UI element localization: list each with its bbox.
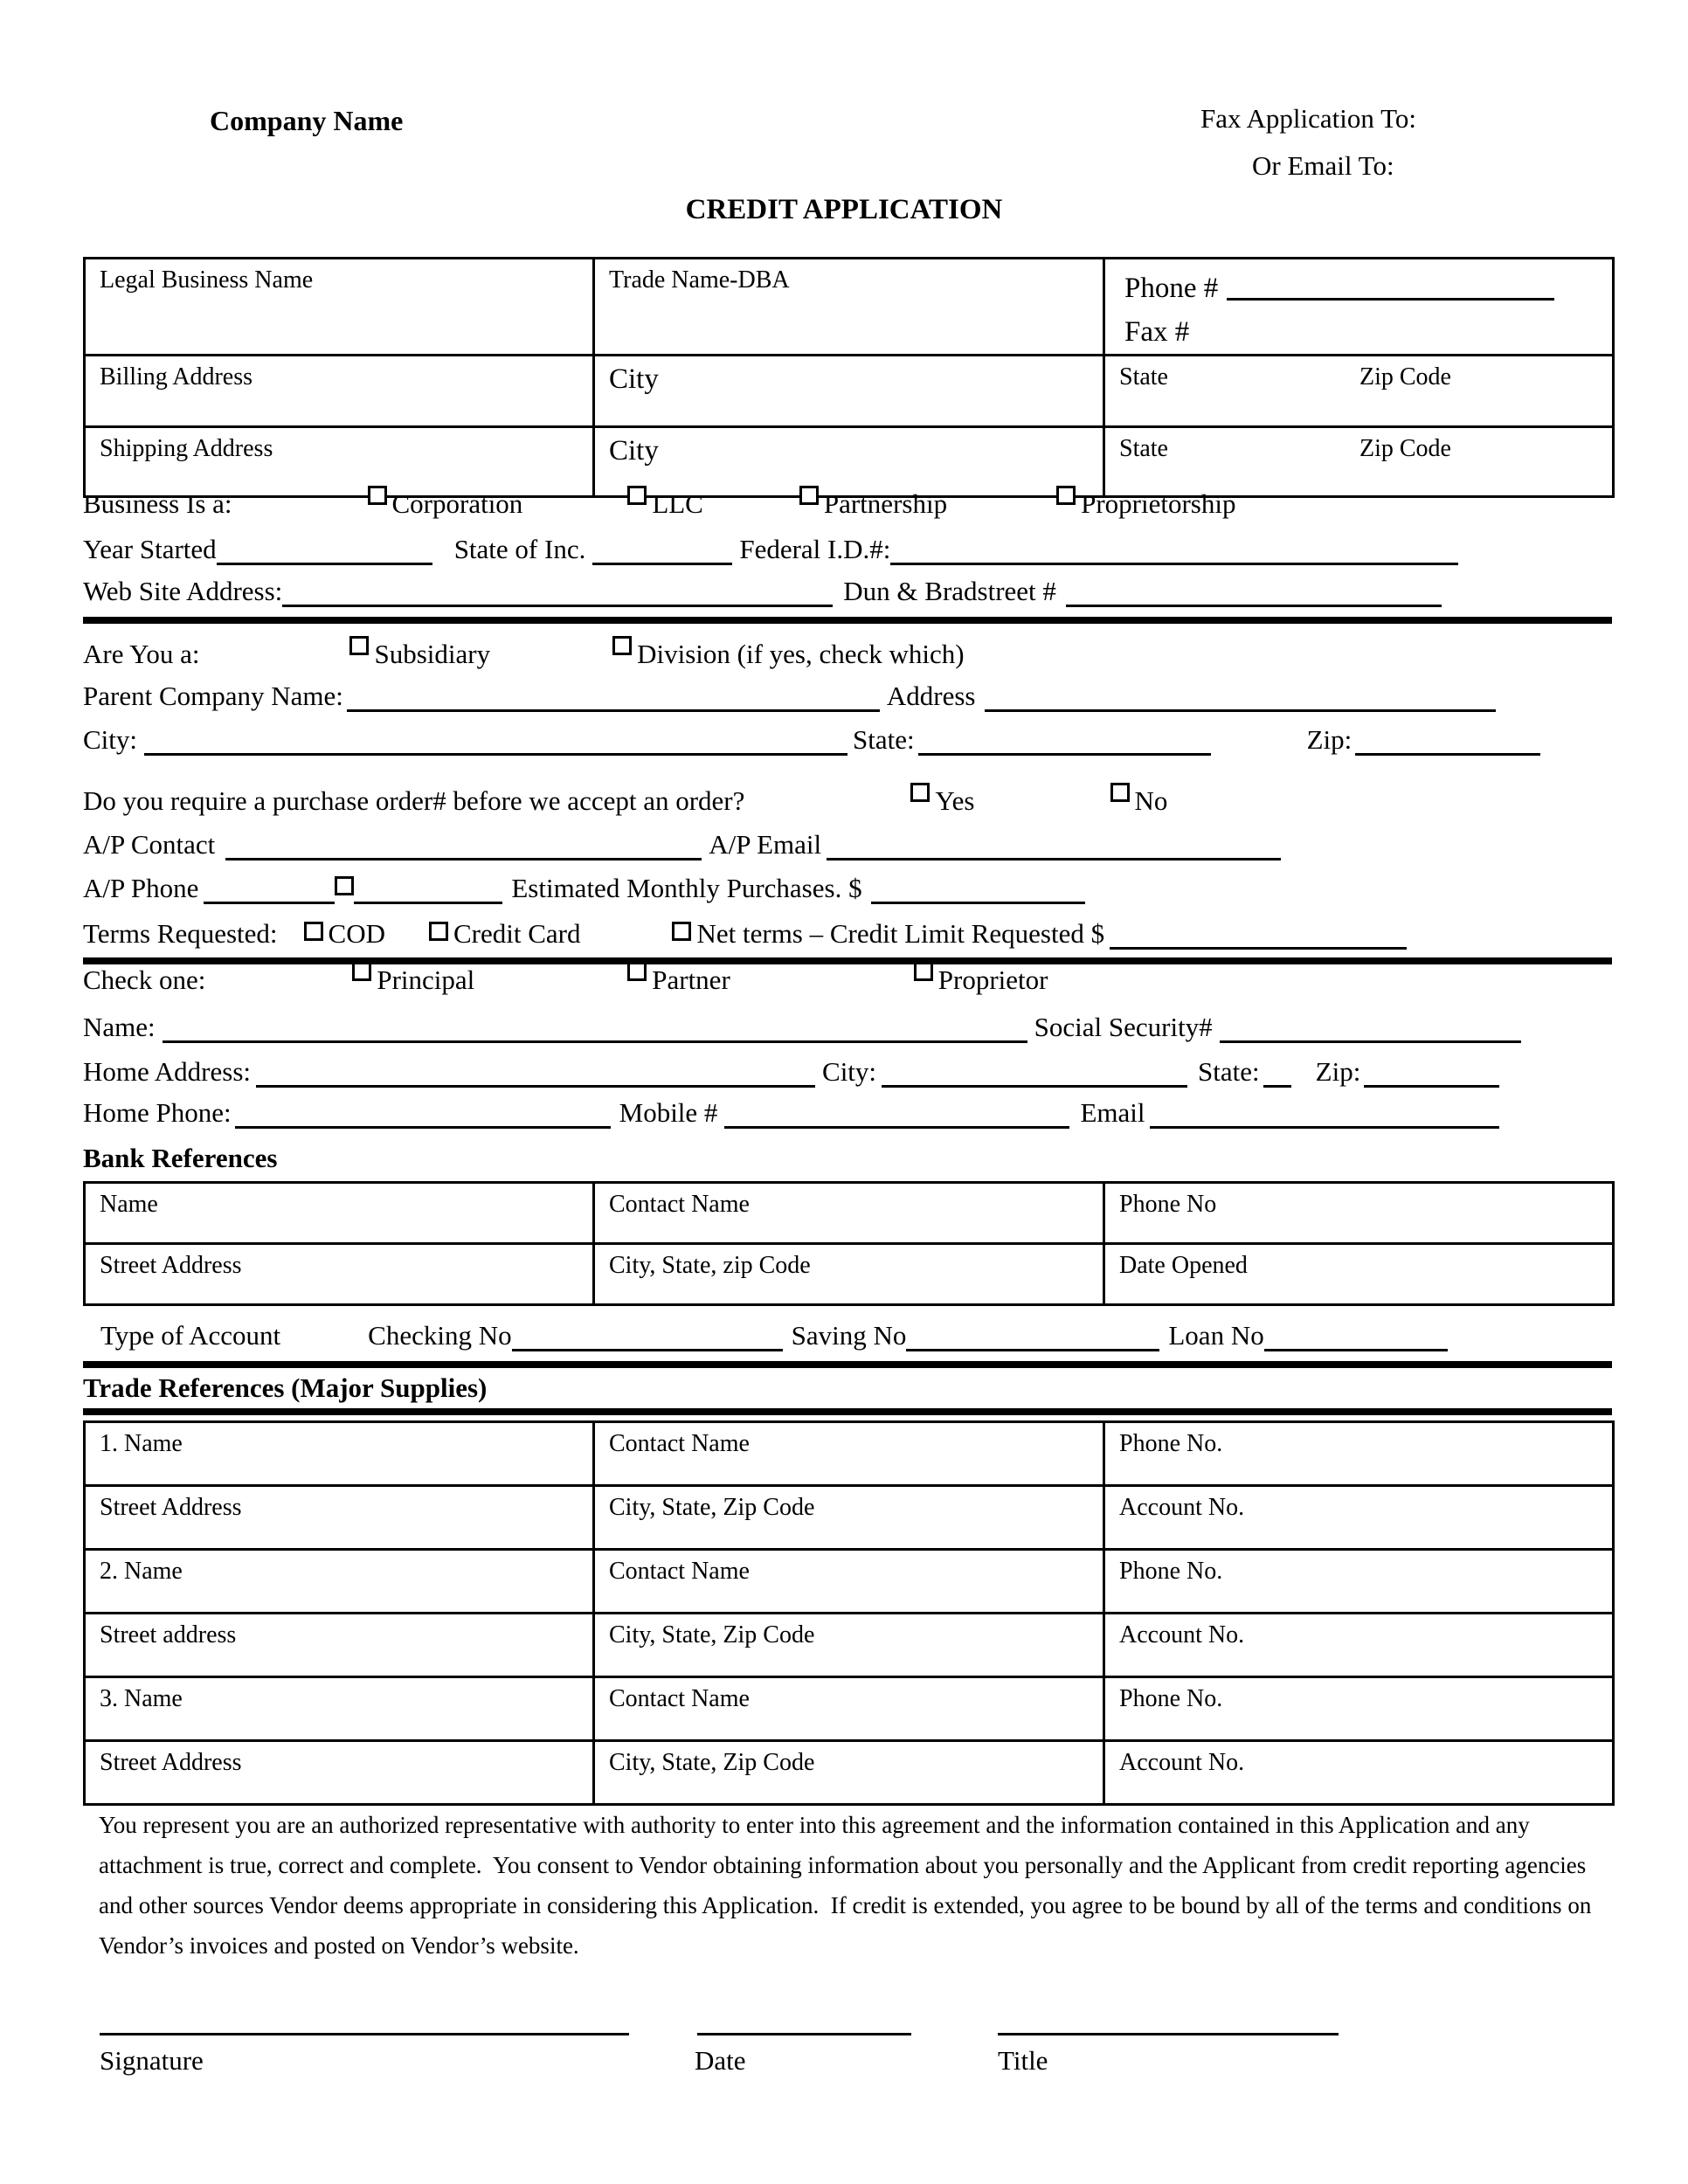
federal-id-field[interactable] (890, 563, 1458, 565)
state-field[interactable] (918, 753, 1211, 756)
llc-label: LLC (652, 488, 703, 519)
partner-label: Partner (652, 964, 730, 995)
checkbox-subsidiary[interactable] (349, 636, 369, 655)
name-field[interactable] (163, 1040, 1027, 1043)
billing-state-label: State (1119, 363, 1168, 390)
bank-name-cell[interactable] (85, 1183, 594, 1244)
home-address-line (83, 1056, 1612, 1088)
company-name: Company Name (210, 105, 404, 136)
shipping-address-label: Shipping Address (100, 435, 273, 462)
city-field[interactable] (144, 753, 847, 756)
bank-contact-label: Contact Name (609, 1191, 750, 1218)
trade1-contact-label: Contact Name (609, 1430, 750, 1457)
checkbox-llc[interactable] (627, 486, 647, 505)
trade2-contact-cell[interactable] (594, 1550, 1104, 1614)
terms-requested-label: Terms Requested: (83, 918, 278, 949)
ap-phone-field-1[interactable] (204, 902, 335, 904)
proprietor-label: Proprietor (937, 964, 1048, 995)
trade-references-heading: Trade References (Major Supplies) (83, 1372, 488, 1403)
ap-email-label: A/P Email (709, 829, 822, 860)
section-divider (83, 957, 1612, 964)
checkbox-division[interactable] (612, 636, 632, 655)
bank-date-opened-label: Date Opened (1119, 1252, 1248, 1279)
trade3-account-label: Account No. (1119, 1749, 1245, 1776)
home-state-label: State: (1198, 1056, 1260, 1087)
billing-address-cell[interactable] (85, 356, 594, 427)
trade1-account-label: Account No. (1119, 1494, 1245, 1521)
zip-field[interactable] (1355, 753, 1540, 756)
business-info-table (83, 257, 1615, 498)
bank-contact-cell[interactable] (594, 1183, 1104, 1244)
type-of-account-label: Type of Account (100, 1320, 281, 1351)
name-label: Name: (83, 1012, 156, 1042)
signature-field[interactable] (100, 2033, 629, 2035)
federal-id-label: Federal I.D.#: (739, 534, 891, 564)
net-terms-label: Net terms – Credit Limit Requested $ (696, 918, 1105, 949)
fax-application-to-label: Fax Application To: (1200, 103, 1416, 134)
yes-label: Yes (935, 785, 975, 816)
cod-label: COD (328, 918, 385, 949)
phone-fax-cell[interactable] (1104, 259, 1614, 356)
trade2-phone-label: Phone No. (1119, 1558, 1223, 1585)
trade1-street-cell[interactable] (85, 1486, 594, 1550)
principal-name-line (83, 1012, 1612, 1043)
ap-contact-line (83, 829, 1612, 860)
section-divider (83, 1361, 1612, 1368)
year-started-line (83, 534, 1612, 565)
checkbox-cod[interactable] (304, 922, 323, 941)
trade2-phone-cell[interactable] (1104, 1550, 1614, 1614)
check-one-line (83, 964, 1612, 996)
bank-references-table (83, 1181, 1615, 1306)
checkbox-corporation[interactable] (368, 486, 387, 505)
trade2-name-cell[interactable] (85, 1550, 594, 1614)
trade2-account-cell[interactable] (1104, 1614, 1614, 1677)
ap-phone-label: A/P Phone (83, 873, 199, 903)
ap-email-field[interactable] (827, 858, 1281, 860)
phone-label: Phone # (1124, 273, 1219, 304)
shipping-state-label: State (1119, 435, 1168, 462)
fax-label: Fax # (1124, 316, 1190, 348)
bank-phone-cell[interactable] (1104, 1183, 1614, 1244)
trade3-contact-cell[interactable] (594, 1677, 1104, 1741)
parent-address-label: Address (886, 681, 976, 711)
year-started-field[interactable] (217, 563, 432, 565)
trade2-city-cell[interactable] (594, 1614, 1104, 1677)
bank-street-cell[interactable] (85, 1244, 594, 1305)
ap-contact-field[interactable] (225, 858, 702, 860)
ap-phone-line (83, 873, 1612, 904)
principal-label: Principal (377, 964, 475, 995)
home-zip-field[interactable] (1364, 1085, 1499, 1088)
trade1-name-label: 1. Name (100, 1430, 183, 1457)
credit-limit-field[interactable] (1110, 947, 1407, 950)
signature-label: Signature (100, 2045, 204, 2076)
ap-contact-label: A/P Contact (83, 829, 216, 860)
state-of-inc-field[interactable] (592, 563, 732, 565)
phone-field[interactable] (1227, 298, 1554, 301)
home-phone-field[interactable] (235, 1126, 611, 1129)
bank-references-heading: Bank References (83, 1143, 278, 1173)
checkbox-ap-phone[interactable] (335, 876, 354, 895)
are-you-a-label: Are You a: (83, 639, 200, 669)
bank-street-label: Street Address (100, 1252, 242, 1279)
home-address-field[interactable] (256, 1085, 815, 1088)
shipping-city-cell[interactable] (594, 427, 1104, 497)
bank-city-label: City, State, zip Code (609, 1252, 811, 1279)
credit-card-label: Credit Card (453, 918, 581, 949)
checking-no-field[interactable] (512, 1349, 783, 1351)
trade2-street-cell[interactable] (85, 1614, 594, 1677)
trade-name-label: Trade Name-DBA (609, 266, 790, 294)
loan-no-field[interactable] (1264, 1349, 1448, 1351)
billing-city-cell[interactable] (594, 356, 1104, 427)
trade2-city-label: City, State, Zip Code (609, 1621, 815, 1648)
subsidiary-label: Subsidiary (374, 639, 491, 669)
trade3-phone-cell[interactable] (1104, 1677, 1614, 1741)
website-label: Web Site Address: (83, 576, 283, 606)
home-city-field[interactable] (882, 1085, 1187, 1088)
partnership-label: Partnership (823, 488, 948, 519)
home-phone-label: Home Phone: (83, 1097, 232, 1128)
parent-address-field[interactable] (985, 709, 1496, 712)
estimated-purchases-label: Estimated Monthly Purchases. $ (511, 873, 862, 903)
billing-state-zip-cell[interactable] (1104, 356, 1614, 427)
legal-business-name-cell[interactable] (85, 259, 594, 356)
mobile-field[interactable] (724, 1126, 1069, 1129)
trade1-name-cell[interactable] (85, 1422, 594, 1486)
home-city-label: City: (822, 1056, 877, 1087)
trade3-city-label: City, State, Zip Code (609, 1749, 815, 1776)
proprietorship-label: Proprietorship (1081, 488, 1236, 519)
parent-city-line (83, 724, 1612, 756)
trade3-contact-label: Contact Name (609, 1685, 750, 1712)
estimated-purchases-field[interactable] (871, 902, 1085, 904)
title-label: Title (998, 2045, 1048, 2076)
date-label: Date (695, 2045, 746, 2076)
trade3-name-label: 3. Name (100, 1685, 183, 1712)
bank-city-cell[interactable] (594, 1244, 1104, 1305)
date-field[interactable] (697, 2033, 911, 2035)
parent-company-field[interactable] (347, 709, 880, 712)
trade1-street-label: Street Address (100, 1494, 242, 1521)
checkbox-partner[interactable] (627, 962, 647, 981)
trade2-contact-label: Contact Name (609, 1558, 750, 1585)
ap-phone-field-2[interactable] (354, 902, 502, 904)
home-phone-line (83, 1097, 1612, 1129)
zip-label: Zip: (1306, 724, 1352, 755)
checking-no-label: Checking No (368, 1320, 512, 1351)
terms-requested-line (83, 918, 1612, 950)
email-field[interactable] (1150, 1126, 1499, 1129)
trade1-city-cell[interactable] (594, 1486, 1104, 1550)
shipping-state-zip-cell[interactable] (1104, 427, 1614, 497)
business-type-line (83, 488, 1612, 520)
dun-bradstreet-label: Dun & Bradstreet # (843, 576, 1056, 606)
trade2-street-label: Street address (100, 1621, 237, 1648)
business-is-label: Business Is a: (83, 488, 232, 519)
dun-bradstreet-field[interactable] (1066, 605, 1442, 607)
saving-no-label: Saving No (791, 1320, 907, 1351)
check-one-label: Check one: (83, 964, 206, 995)
shipping-address-cell[interactable] (85, 427, 594, 497)
checkbox-proprietor[interactable] (914, 962, 933, 981)
page-title: CREDIT APPLICATION (685, 194, 1003, 225)
parent-company-label: Parent Company Name: (83, 681, 343, 711)
trade-references-table (83, 1420, 1615, 1806)
trade3-account-cell[interactable] (1104, 1741, 1614, 1805)
section-divider (83, 617, 1612, 624)
legal-agreement-text: You represent you are an authorized representative with authority to enter into this agreement and the information contained in this Application and any attachment is true, correct and complete. You consent to Vendor obtaining information about you personally and the Applicant from credit reporting agencies and other sources Vendor deems appropriate in considering this Application. If credit is extended, you agree to be bound by all of the terms and conditions on Vendor’s invoices and posted on Vendor’s website. (99, 1812, 1597, 1959)
type-of-account-line (83, 1320, 1612, 1351)
billing-address-label: Billing Address (100, 363, 253, 390)
checkbox-credit-card[interactable] (429, 922, 448, 941)
trade3-street-cell[interactable] (85, 1741, 594, 1805)
checkbox-yes[interactable] (910, 783, 930, 802)
bank-name-label: Name (100, 1191, 158, 1218)
email-label: Email (1080, 1097, 1145, 1128)
trade1-account-cell[interactable] (1104, 1486, 1614, 1550)
checkbox-no[interactable] (1110, 783, 1130, 802)
trade3-name-cell[interactable] (85, 1677, 594, 1741)
social-security-label: Social Security# (1034, 1012, 1213, 1042)
parent-company-line (83, 681, 1612, 712)
trade1-phone-cell[interactable] (1104, 1422, 1614, 1486)
legal-business-name-label: Legal Business Name (100, 266, 314, 294)
saving-no-field[interactable] (906, 1349, 1159, 1351)
trade1-phone-label: Phone No. (1119, 1430, 1223, 1457)
no-label: No (1134, 785, 1168, 816)
social-security-field[interactable] (1220, 1040, 1521, 1043)
trade3-phone-label: Phone No. (1119, 1685, 1223, 1712)
trade3-street-label: Street Address (100, 1749, 242, 1776)
purchase-order-line (83, 785, 1612, 817)
purchase-order-question: Do you require a purchase order# before we accept an order? (83, 785, 745, 816)
website-line (83, 576, 1612, 607)
checkbox-principal[interactable] (352, 962, 371, 981)
title-field[interactable] (998, 2033, 1339, 2035)
trade3-city-cell[interactable] (594, 1741, 1104, 1805)
state-of-inc-label: State of Inc. (453, 534, 586, 564)
billing-zip-label: Zip Code (1359, 363, 1451, 390)
trade-name-cell[interactable] (594, 259, 1104, 356)
bank-phone-label: Phone No (1119, 1191, 1217, 1218)
website-field[interactable] (282, 605, 833, 607)
checkbox-proprietorship[interactable] (1056, 486, 1076, 505)
are-you-a-line (83, 639, 1612, 670)
division-label: Division (if yes, check which) (637, 639, 965, 669)
trade2-name-label: 2. Name (100, 1558, 183, 1585)
checkbox-net-terms[interactable] (672, 922, 691, 941)
trade1-contact-cell[interactable] (594, 1422, 1104, 1486)
corporation-label: Corporation (391, 488, 523, 519)
loan-no-label: Loan No (1168, 1320, 1264, 1351)
checkbox-partnership[interactable] (799, 486, 819, 505)
home-zip-label: Zip: (1315, 1056, 1361, 1087)
shipping-zip-label: Zip Code (1359, 435, 1451, 462)
billing-city-label: City (609, 363, 659, 395)
city-label: City: (83, 724, 138, 755)
shipping-city-label: City (609, 435, 659, 467)
state-label: State: (853, 724, 915, 755)
year-started-label: Year Started (83, 534, 217, 564)
or-email-to-label: Or Email To: (1252, 150, 1394, 181)
bank-date-opened-cell[interactable] (1104, 1244, 1614, 1305)
section-divider (83, 1408, 1612, 1415)
home-state-field[interactable] (1263, 1085, 1291, 1088)
mobile-label: Mobile # (619, 1097, 718, 1128)
home-address-label: Home Address: (83, 1056, 252, 1087)
trade1-city-label: City, State, Zip Code (609, 1494, 815, 1521)
trade2-account-label: Account No. (1119, 1621, 1245, 1648)
